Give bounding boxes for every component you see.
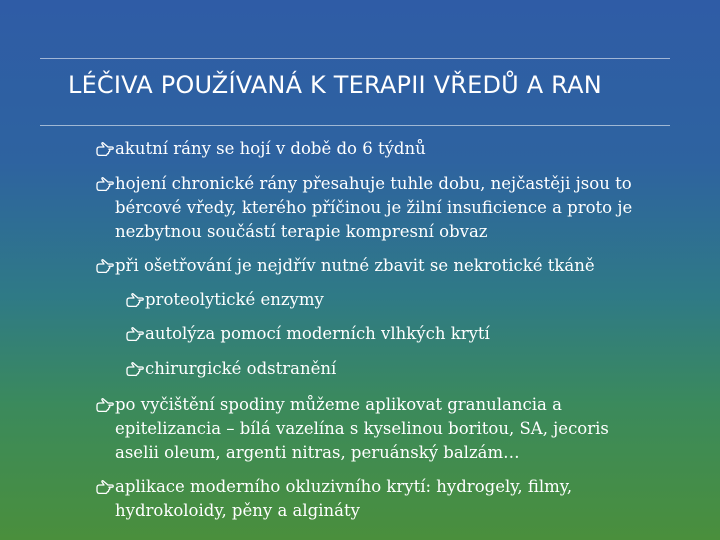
sub-bullet-item	[126, 322, 646, 346]
hand-pointing-icon	[126, 292, 144, 308]
hand-pointing-icon	[126, 361, 144, 377]
bullet-text: po vyčištění spodiny můžeme aplikovat granulancia a epitelizancia – bílá vazelína s kyselinou boritou, SA, jecoris aselii oleum, argenti nitras, peruánský balzám…	[115, 395, 609, 462]
hand-pointing-icon	[96, 141, 114, 157]
hand-pointing-icon	[96, 176, 114, 192]
bullet-text: chirurgické odstranění	[145, 359, 337, 378]
bullet-text: aplikace moderního okluzivního krytí: hydrogely, filmy, hydrokoloidy, pěny a algináty	[115, 477, 573, 520]
hand-pointing-icon	[96, 479, 114, 495]
slide-title: LÉČIVA POUŽÍVANÁ K TERAPII VŘEDŮ A RAN	[68, 71, 602, 99]
hand-pointing-icon	[126, 326, 144, 342]
bullet-item	[96, 172, 636, 244]
bullet-text: při ošetřování je nejdřív nutné zbavit se nekrotické tkáně	[115, 256, 595, 275]
bullet-text: autolýza pomocí moderních vlhkých krytí	[145, 324, 490, 343]
hand-pointing-icon	[96, 258, 114, 274]
bullet-text: proteolytické enzymy	[145, 290, 324, 309]
sub-bullet-item	[126, 357, 646, 381]
bullet-text: akutní rány se hojí v době do 6 týdnů	[115, 139, 426, 158]
bullet-item	[96, 254, 636, 278]
bullet-item	[96, 393, 636, 465]
hand-pointing-icon	[96, 397, 114, 413]
sub-bullet-item	[126, 288, 646, 312]
bullet-text: hojení chronické rány přesahuje tuhle dobu, nejčastěji jsou to bércové vředy, kterého příčinou je žilní insuficience a proto je nezbytnou součástí terapie kompresní obvaz	[115, 174, 633, 241]
bullet-item	[96, 475, 636, 523]
bullet-item	[96, 137, 636, 161]
